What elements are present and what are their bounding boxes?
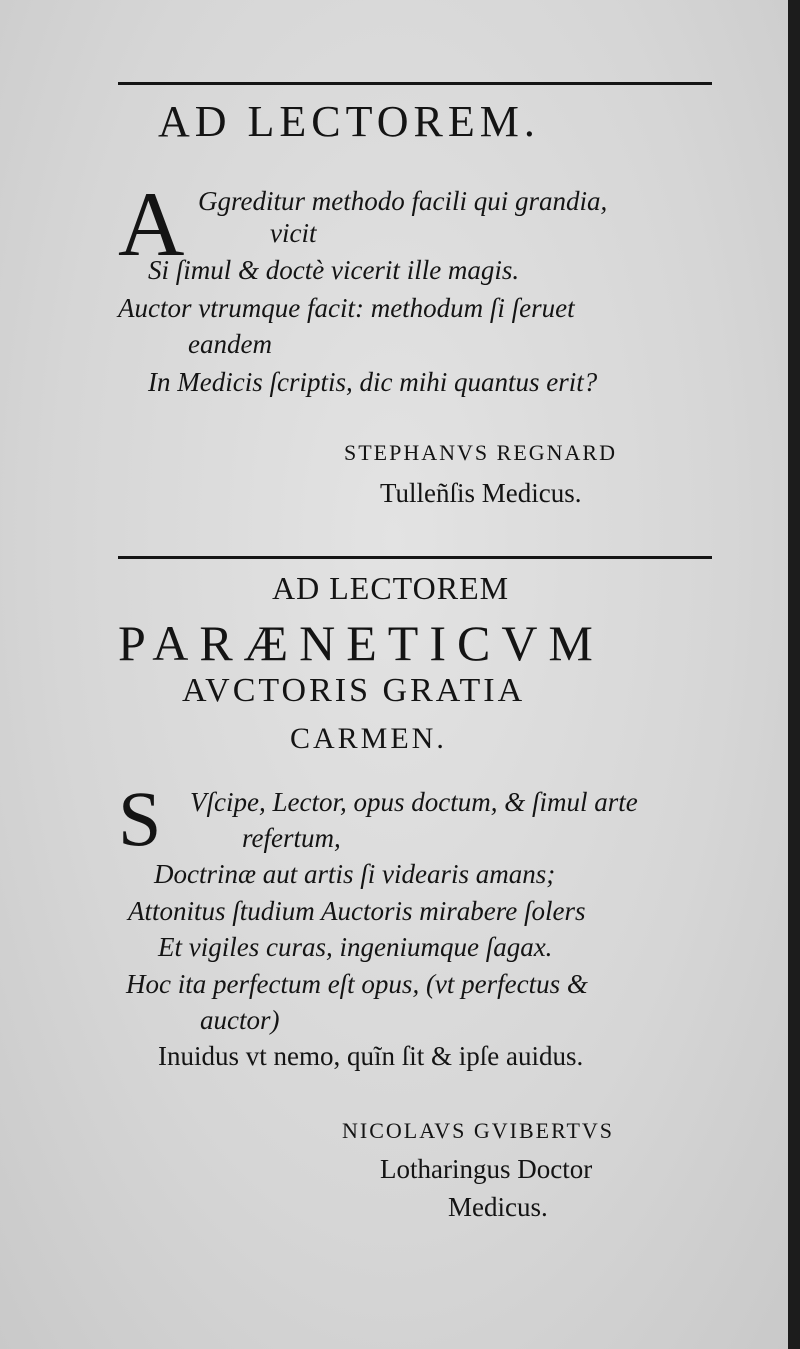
section1-drop-cap: A	[118, 173, 185, 275]
section1-line-1: Ggreditur methodo facili qui grandia,	[198, 186, 608, 216]
section2-line-3: Doctrinæ aut artis ſi videaris amans;	[154, 859, 556, 889]
section1-heading: AD LECTOREM.	[158, 97, 540, 146]
section2-heading-line-1: AD LECTOREM	[272, 570, 510, 606]
signature2-last-name: GVIBERTVS	[473, 1118, 615, 1143]
signature1-last-name: REGNARD	[496, 440, 617, 465]
section1-line-6: In Medicis ſcriptis, dic mihi quantus erit?	[148, 367, 598, 397]
signature1-first-name: STEPHANVS	[344, 440, 490, 465]
section2-heading-line-4: CARMEN.	[290, 722, 447, 755]
section1-line-5: eandem	[188, 329, 272, 359]
section2-heading-line-3: AVCTORIS GRATIA	[182, 672, 526, 709]
section2-line-5: Et vigiles curas, ingeniumque ſagax.	[158, 932, 553, 962]
section2-line-4: Attonitus ſtudium Auctoris mirabere ſolers	[128, 896, 586, 926]
section2-line-6: Hoc ita perfectum eſt opus, (vt perfectus &	[126, 969, 588, 999]
signature1-title: Tulleñſis Medicus.	[380, 478, 582, 508]
section1-line-3: Si ſimul & doctè vicerit ille magis.	[148, 255, 520, 285]
signature1-name	[344, 440, 617, 466]
section2-drop-cap: S	[118, 775, 162, 862]
signature2-first-name: NICOLAVS	[342, 1118, 467, 1143]
signature2-name	[342, 1118, 614, 1144]
page-edge-shadow	[788, 0, 800, 1349]
signature2-title-line-2: Medicus.	[448, 1192, 548, 1222]
middle-rule	[118, 556, 712, 559]
section2-heading-line-2: PARÆNETICVM	[118, 615, 604, 671]
section1-line-4: Auctor vtrumque facit: methodum ſi ſeruet	[118, 293, 575, 323]
section2-line-2: refertum,	[242, 823, 341, 853]
signature2-title-line-1: Lotharingus Doctor	[380, 1154, 593, 1184]
section2-line-1: Vſcipe, Lector, opus doctum, & ſimul arte	[190, 787, 638, 817]
section2-line-7: auctor)	[200, 1005, 280, 1035]
section2-line-8: Inuidus vt nemo, quĩn ſit & ipſe auidus.	[158, 1041, 584, 1071]
section1-line-2: vicit	[270, 218, 317, 248]
top-rule	[118, 82, 712, 85]
